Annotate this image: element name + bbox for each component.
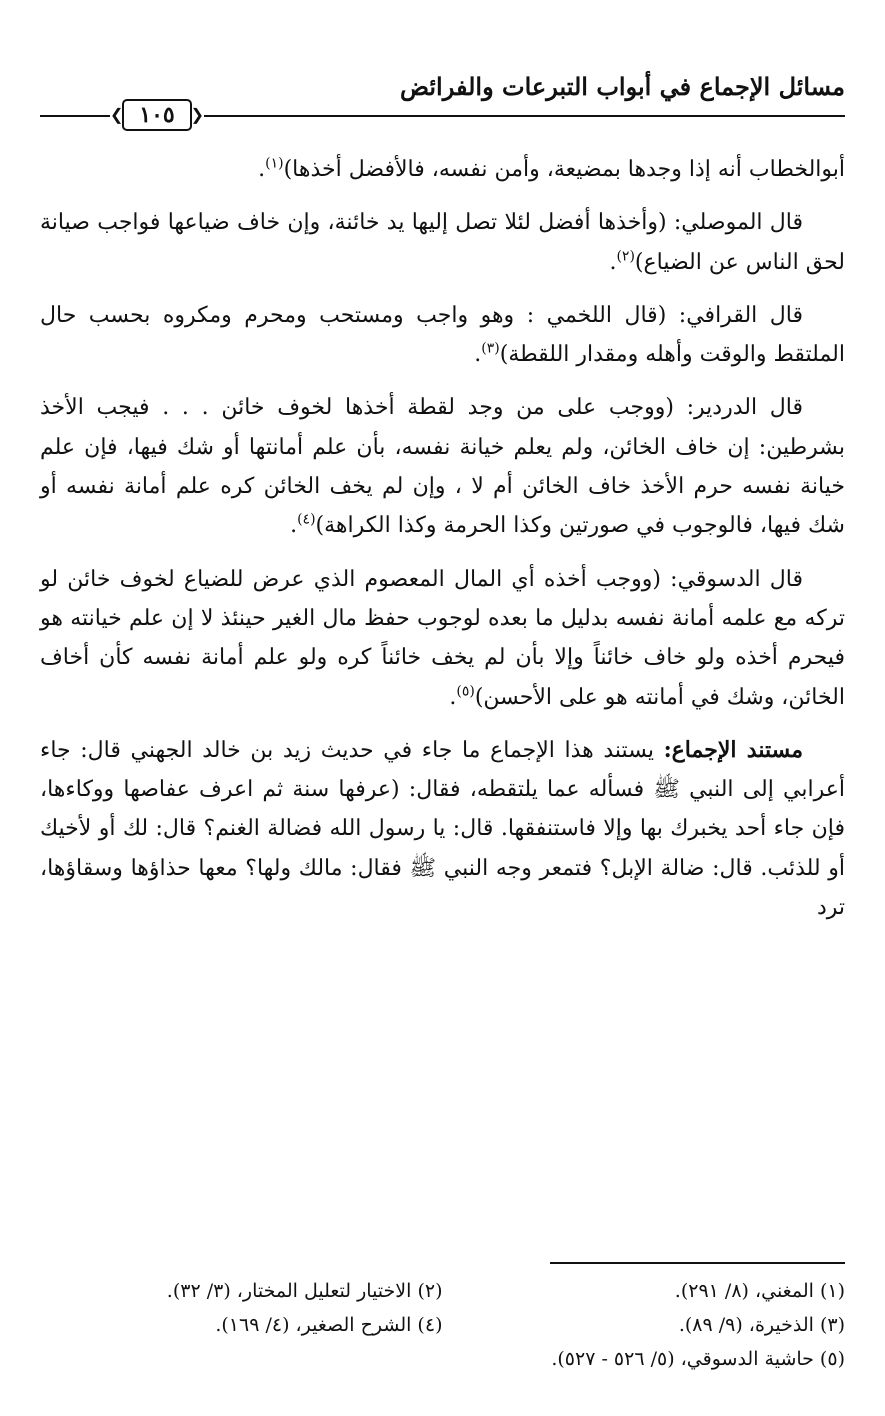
footnote-row [40, 1342, 845, 1376]
footnote-ref-3[interactable]: (٣) [481, 340, 500, 357]
footnote-1: (١) المغني، (٨/ ٢٩١). [674, 1280, 845, 1302]
ornament-right-icon: ❯ [190, 105, 204, 124]
paragraph-mawsili: قال الموصلي: (وأخذها أفضل لئلا تصل إليها يد خائنة، وإن خاف ضياعها فواجب صيانة لحق الناس عن الضياع)$^{(٢)}$. [40, 210, 845, 275]
page-header [40, 70, 845, 130]
footnote-ref-4[interactable]: (٤) [297, 512, 316, 529]
paragraph-dardir: قال الدردير: (ووجب على من وجد لقطة أخذها لخوف خائن . . . فيجب الأخذ بشرطين: إن خاف الخائن، ولم يعلم خيانة نفسه، بأن علم أمانتها أو شك فيها، فإن علم خيانة نفسه حرم الأخذ خاف الخائن أم لا ، وإن لم يخف الخائن كره علم أمانة نفسه أو شك فيها، فالوجوب في صورتين وكذا الحرمة وكذا الكراهة)$^{(٤)}$. [40, 395, 846, 539]
footnote-3: (٣) الذخيرة، (٩/ ٨٩). [678, 1314, 845, 1336]
footnote-separator [550, 1262, 845, 1264]
paragraph-dasuqi: قال الدسوقي: (ووجب أخذه أي المال المعصوم الذي عرض للضياع لخوف خائن لو تركه مع علمه أمانة نفسه بدليل ما بعده لوجوب حفظ مال الغير حينئذ لا إن علم خيانته هو فيحرم أخذه ولو خاف خائناً وإلا بأن لم يخف خائناً كره ولو علم أمانة نفسه كأن أخاف الخائن، وشك في أمانته هو على الأحسن)$^{(٥)}$. [40, 566, 845, 710]
paragraph-continuation: أبوالخطاب أنه إذا وجدها بمضيعة، وأمن نفسه، فالأفضل أخذها)$^{(١)}$. [258, 155, 845, 182]
footnote-ref-2[interactable]: (٢) [616, 248, 635, 265]
paragraph-qarafi: قال القرافي: (قال اللخمي : وهو واجب ومستحب ومحرم ومكروه بحسب حال الملتقط والوقت وأهله ومقدار اللقطة)$^{(٣)}$. [40, 302, 845, 368]
footnote-row [40, 1308, 845, 1342]
footnote-5: (٥) حاشية الدسوقي، (٥/ ٥٢٦ - ٥٢٧). [551, 1348, 845, 1370]
footnote-ref-1[interactable]: (١) [265, 155, 284, 172]
running-title: مسائل الإجماع في أبواب التبرعات والفرائض [399, 72, 845, 101]
footnote-2: (٢) الاختيار لتعليل المختار، (٣/ ٣٢). [166, 1280, 443, 1302]
ornament-left-icon: ❮ [110, 105, 124, 124]
page-number-ornament [110, 96, 204, 134]
paragraph-evidence: مستند الإجماع: يستند هذا الإجماع ما جاء في حديث زيد بن خالد الجهني قال: جاء أعرابي إلى النبي ﷺ فسأله عما يلتقطه، فقال: (عرفها سنة ثم اعرف عفاصها ووكاءها، فإن جاء أحد يخبرك بها وإلا فاستنفقها. قال: يا رسول الله فضالة الغنم؟ قال: لك أو لأخيك أو للذئب. قال: ضالة الإبل؟ فتمعر وجه النبي ﷺ فقال: مالك ولها؟ معها حذاؤها وسقاؤها، ترد [40, 736, 845, 921]
section-lead: مستند الإجماع: [663, 736, 804, 763]
footnote-ref-5[interactable]: (٥) [456, 683, 475, 700]
footnote-row [40, 1274, 845, 1308]
page-number: ١٠٥ [139, 102, 175, 128]
footnotes [40, 1274, 845, 1376]
footnote-4: (٤) الشرح الصغير، (٤/ ١٦٩). [215, 1314, 443, 1336]
main-text [40, 150, 845, 941]
